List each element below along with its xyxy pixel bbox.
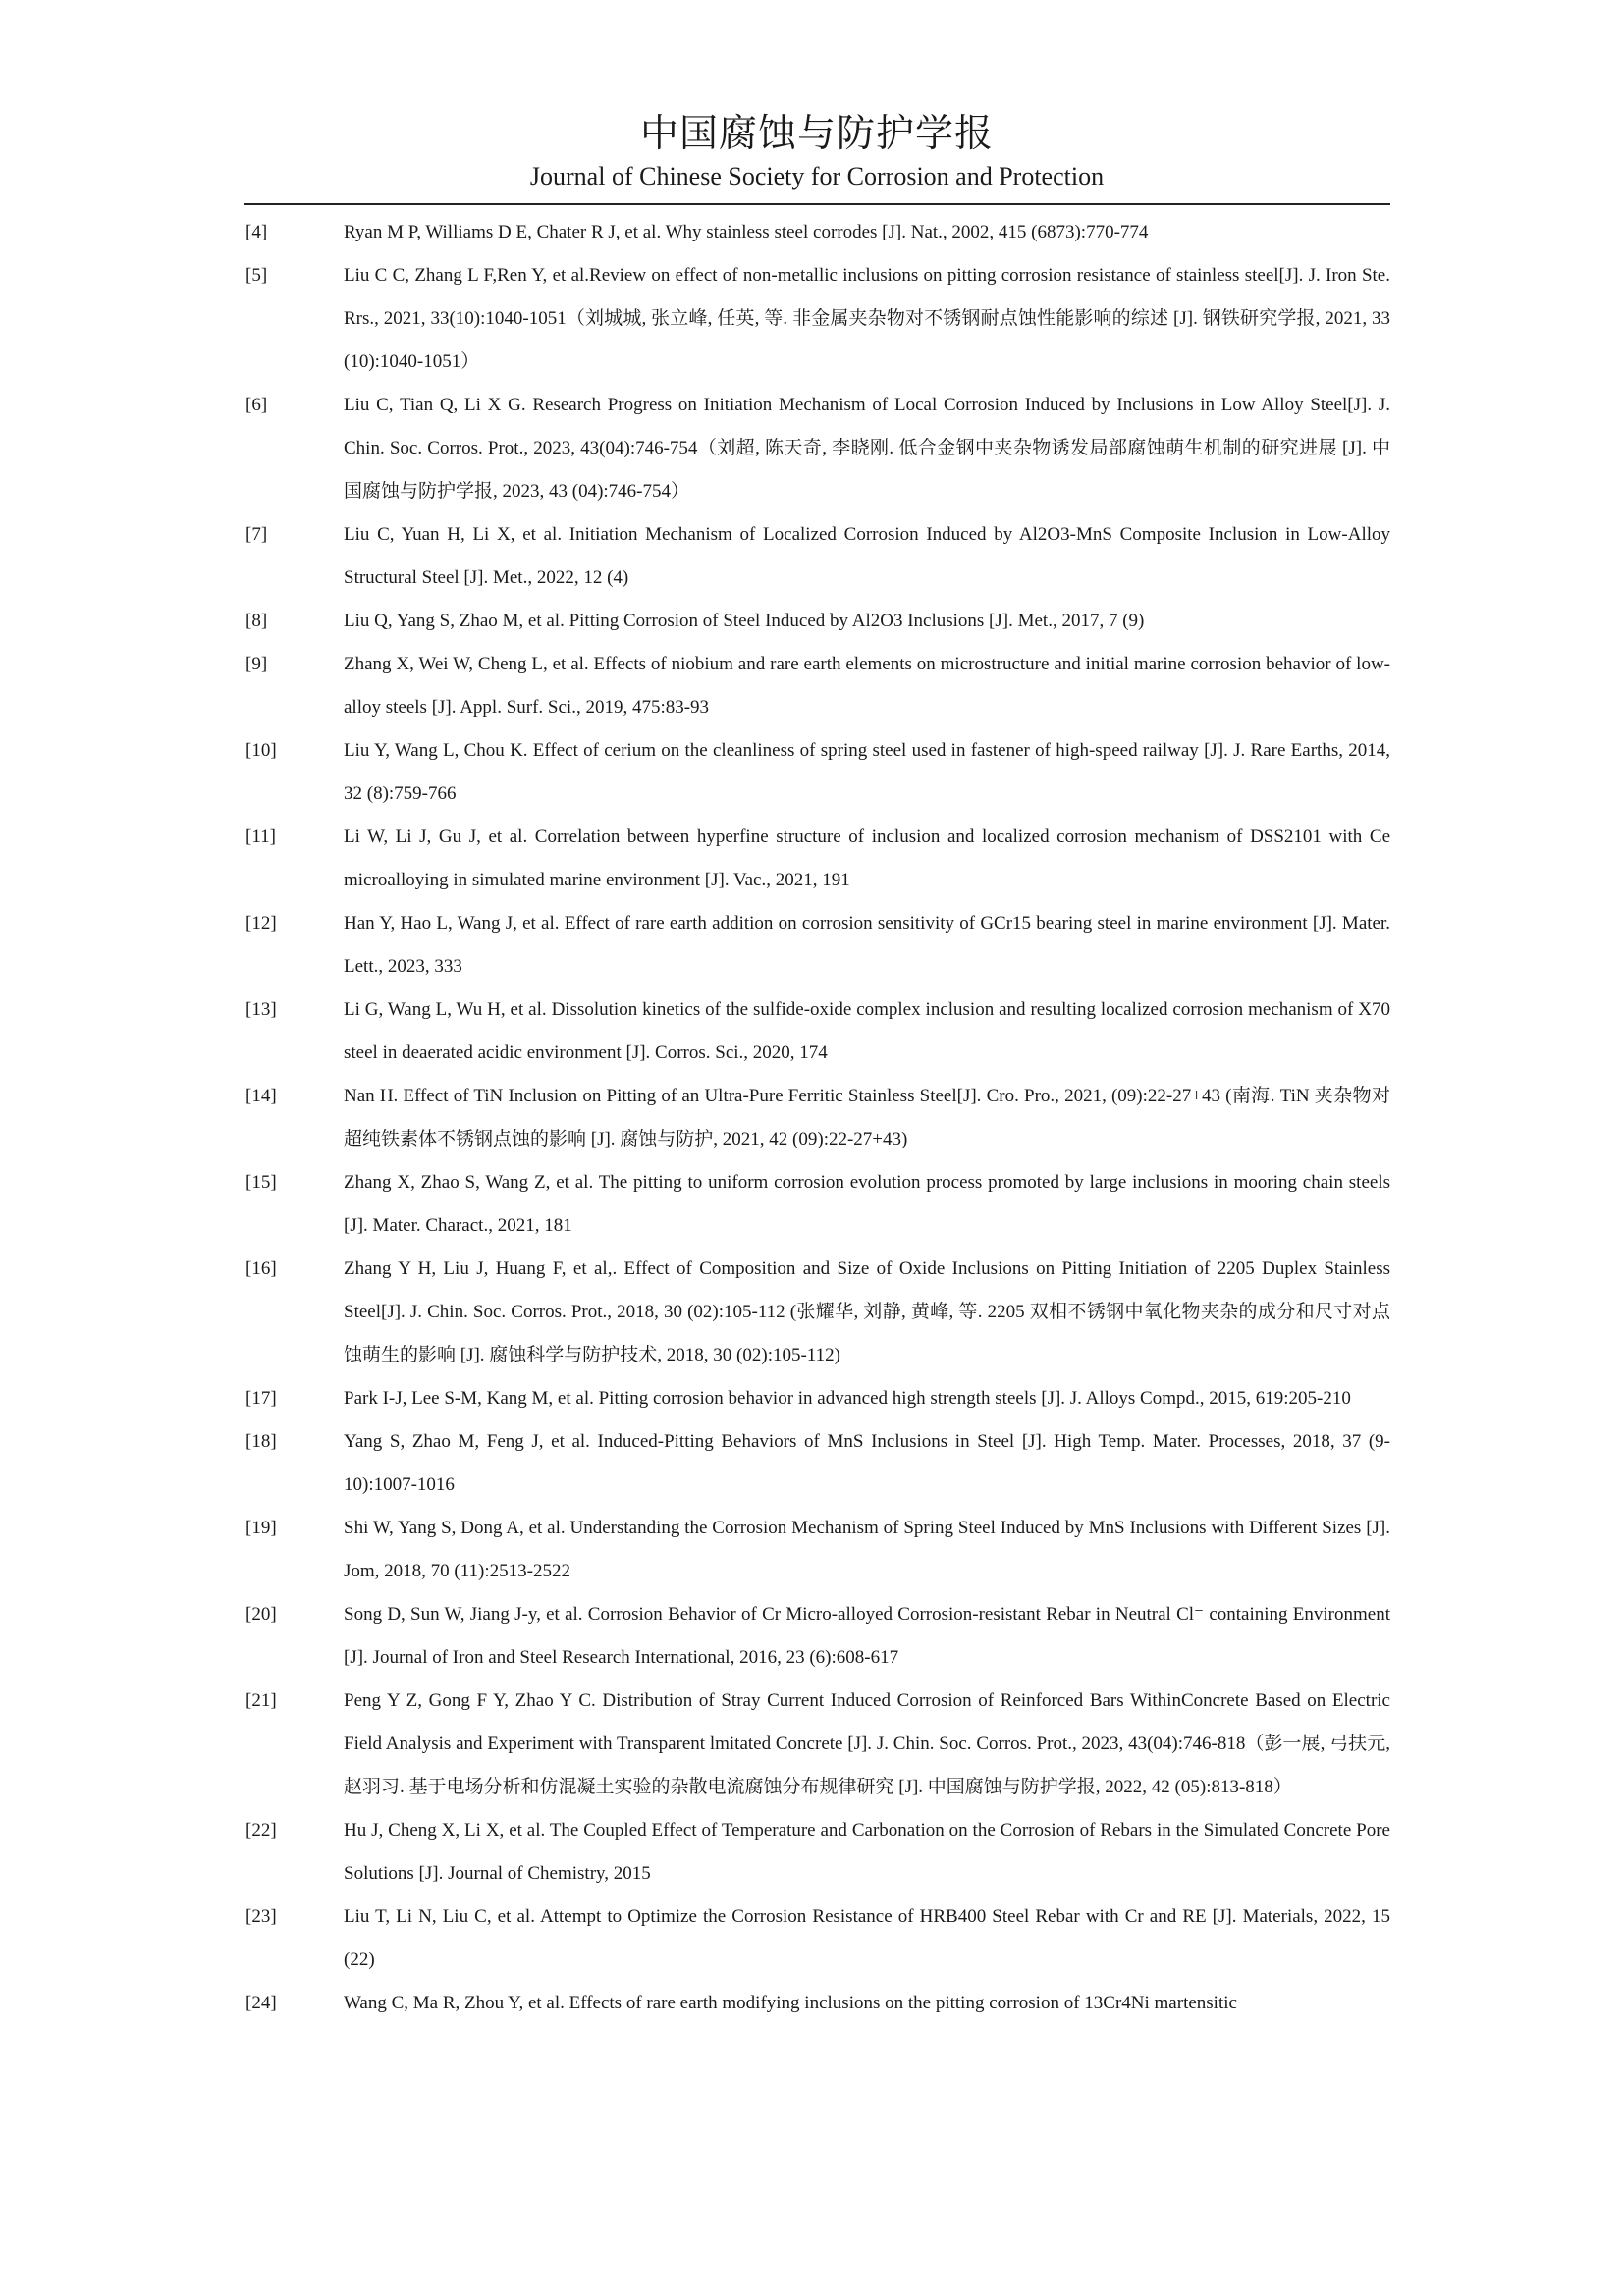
reference-text: Peng Y Z, Gong F Y, Zhao Y C. Distribution of Stray Current Induced Corrosion of Reinforced Bars WithinConcrete Based on Electric Field Analysis and Experiment with Transparent lmitated Concrete [J]. J. Chin. Soc. Corros. Prot., 2023, 43(04):746-818（彭一展, 弓扶元, 赵羽习. 基于电场分析和仿混凝土实验的杂散电流腐蚀分布规律研究 [J]. 中国腐蚀与防护学报, 2022, 42 (05):813-818） bbox=[344, 1690, 1390, 1797]
reference-number: [7] bbox=[245, 524, 268, 545]
reference-text: Song D, Sun W, Jiang J-y, et al. Corrosion Behavior of Cr Micro-alloyed Corrosion-resistant Rebar in Neutral Cl⁻ containing Environment [J]. Journal of Iron and Steel Research International, 2016, 23 (6):608-617 bbox=[344, 1604, 1390, 1668]
reference-number: [6] bbox=[245, 395, 268, 415]
reference-number: [14] bbox=[245, 1086, 277, 1106]
reference-text: Liu C, Yuan H, Li X, et al. Initiation Mechanism of Localized Corrosion Induced by Al2O3-MnS Composite Inclusion in Low-Alloy Structural Steel [J]. Met., 2022, 12 (4) bbox=[344, 524, 1390, 588]
reference-number: [17] bbox=[245, 1388, 277, 1409]
journal-title-english: Journal of Chinese Society for Corrosion and Protection bbox=[529, 162, 1105, 190]
reference-text: Nan H. Effect of TiN Inclusion on Pitting of an Ultra-Pure Ferritic Stainless Steel[J]. Cro. Pro., 2021, (09):22-27+43 (南海. TiN 夹杂物对超纯铁素体不锈钢点蚀的影响 [J]. 腐蚀与防护, 2021, 42 (09):22-27+43) bbox=[344, 1086, 1390, 1149]
reference-item bbox=[245, 1248, 1390, 1377]
journal-title-chinese: 中国腐蚀与防护学报 bbox=[639, 112, 994, 156]
reference-item bbox=[245, 211, 1390, 254]
reference-item bbox=[245, 988, 1390, 1075]
reference-item bbox=[245, 729, 1390, 816]
reference-number: [19] bbox=[245, 1518, 277, 1538]
reference-item bbox=[245, 254, 1390, 384]
reference-number: [12] bbox=[245, 913, 277, 934]
reference-item bbox=[245, 600, 1390, 643]
reference-number: [5] bbox=[245, 265, 268, 286]
reference-text: Zhang X, Zhao S, Wang Z, et al. The pitting to uniform corrosion evolution process promoted by large inclusions in mooring chain steels [J]. Mater. Charact., 2021, 181 bbox=[344, 1172, 1390, 1236]
reference-number: [11] bbox=[245, 827, 276, 847]
reference-text: Liu Y, Wang L, Chou K. Effect of cerium on the cleanliness of spring steel used in fastener of high-speed railway [J]. J. Rare Earths, 2014, 32 (8):759-766 bbox=[344, 740, 1390, 804]
reference-item bbox=[245, 902, 1390, 988]
reference-text: Wang C, Ma R, Zhou Y, et al. Effects of rare earth modifying inclusions on the pitting corrosion of 13Cr4Ni martensitic bbox=[344, 1993, 1237, 2013]
reference-number: [8] bbox=[245, 611, 268, 631]
reference-number: [21] bbox=[245, 1690, 277, 1711]
reference-item bbox=[245, 1680, 1390, 1809]
reference-text: Hu J, Cheng X, Li X, et al. The Coupled Effect of Temperature and Carbonation on the Corrosion of Rebars in the Simulated Concrete Pore Solutions [J]. Journal of Chemistry, 2015 bbox=[344, 1820, 1390, 1884]
reference-item bbox=[245, 1075, 1390, 1161]
header-divider bbox=[244, 203, 1390, 205]
reference-number: [9] bbox=[245, 654, 268, 674]
reference-item bbox=[245, 816, 1390, 902]
reference-text: Yang S, Zhao M, Feng J, et al. Induced-Pitting Behaviors of MnS Inclusions in Steel [J]. High Temp. Mater. Processes, 2018, 37 (9-10):1007-1016 bbox=[344, 1431, 1390, 1495]
journal-header bbox=[244, 110, 1390, 192]
reference-text: Liu Q, Yang S, Zhao M, et al. Pitting Corrosion of Steel Induced by Al2O3 Inclusions [J]. Met., 2017, 7 (9) bbox=[344, 611, 1145, 631]
reference-item bbox=[245, 1809, 1390, 1896]
reference-text: Li G, Wang L, Wu H, et al. Dissolution kinetics of the sulfide-oxide complex inclusion and resulting localized corrosion mechanism of X70 steel in deaerated acidic environment [J]. Corros. Sci., 2020, 174 bbox=[344, 999, 1390, 1063]
reference-item bbox=[245, 1896, 1390, 1982]
reference-item bbox=[245, 384, 1390, 513]
reference-number: [4] bbox=[245, 222, 268, 242]
reference-number: [20] bbox=[245, 1604, 277, 1625]
reference-item bbox=[245, 1593, 1390, 1680]
reference-number: [10] bbox=[245, 740, 277, 761]
reference-item bbox=[245, 1420, 1390, 1507]
reference-text: Liu C, Tian Q, Li X G. Research Progress on Initiation Mechanism of Local Corrosion Induced by Inclusions in Low Alloy Steel[J]. J. Chin. Soc. Corros. Prot., 2023, 43(04):746-754（刘超, 陈天奇, 李晓刚. 低合金钢中夹杂物诱发局部腐蚀萌生机制的研究进展 [J]. 中国腐蚀与防护学报, 2023, 43 (04):746-754） bbox=[344, 395, 1390, 502]
reference-number: [18] bbox=[245, 1431, 277, 1452]
reference-number: [24] bbox=[245, 1993, 277, 2013]
reference-text: Liu T, Li N, Liu C, et al. Attempt to Optimize the Corrosion Resistance of HRB400 Steel Rebar with Cr and RE [J]. Materials, 2022, 15 (22) bbox=[344, 1906, 1390, 1970]
reference-text: Ryan M P, Williams D E, Chater R J, et al. Why stainless steel corrodes [J]. Nat., 2002, 415 (6873):770-774 bbox=[344, 222, 1149, 242]
reference-number: [15] bbox=[245, 1172, 277, 1193]
reference-text: Park I-J, Lee S-M, Kang M, et al. Pitting corrosion behavior in advanced high strength steels [J]. J. Alloys Compd., 2015, 619:205-210 bbox=[344, 1388, 1351, 1409]
reference-item bbox=[245, 643, 1390, 729]
reference-item bbox=[245, 1161, 1390, 1248]
reference-number: [13] bbox=[245, 999, 277, 1020]
reference-text: Shi W, Yang S, Dong A, et al. Understanding the Corrosion Mechanism of Spring Steel Induced by MnS Inclusions with Different Sizes [J]. Jom, 2018, 70 (11):2513-2522 bbox=[344, 1518, 1390, 1581]
reference-text: Liu C C, Zhang L F,Ren Y, et al.Review on effect of non-metallic inclusions on pitting corrosion resistance of stainless steel[J]. J. Iron Ste. Rrs., 2021, 33(10):1040-1051（刘城城, 张立峰, 任英, 等. 非金属夹杂物对不锈钢耐点蚀性能影响的综述 [J]. 钢铁研究学报, 2021, 33 (10):1040-1051） bbox=[344, 265, 1390, 372]
reference-text: Zhang X, Wei W, Cheng L, et al. Effects of niobium and rare earth elements on microstructure and initial marine corrosion behavior of low-alloy steels [J]. Appl. Surf. Sci., 2019, 475:83-93 bbox=[344, 654, 1390, 718]
reference-list bbox=[245, 211, 1390, 2025]
reference-text: Han Y, Hao L, Wang J, et al. Effect of rare earth addition on corrosion sensitivity of GCr15 bearing steel in marine environment [J]. Mater. Lett., 2023, 333 bbox=[344, 913, 1390, 977]
reference-item bbox=[245, 1507, 1390, 1593]
reference-number: [16] bbox=[245, 1258, 277, 1279]
reference-text: Zhang Y H, Liu J, Huang F, et al,. Effect of Composition and Size of Oxide Inclusions on Pitting Initiation of 2205 Duplex Stainless Steel[J]. J. Chin. Soc. Corros. Prot., 2018, 30 (02):105-112 (张耀华, 刘静, 黄峰, 等. 2205 双相不锈钢中氧化物夹杂的成分和尺寸对点蚀萌生的影响 [J]. 腐蚀科学与防护技术, 2018, 30 (02):105-112) bbox=[344, 1258, 1390, 1365]
reference-number: [22] bbox=[245, 1820, 277, 1841]
reference-item bbox=[245, 513, 1390, 600]
reference-item bbox=[245, 1982, 1390, 2025]
reference-number: [23] bbox=[245, 1906, 277, 1927]
reference-item bbox=[245, 1377, 1390, 1420]
reference-text: Li W, Li J, Gu J, et al. Correlation between hyperfine structure of inclusion and localized corrosion mechanism of DSS2101 with Ce microalloying in simulated marine environment [J]. Vac., 2021, 191 bbox=[344, 827, 1390, 890]
